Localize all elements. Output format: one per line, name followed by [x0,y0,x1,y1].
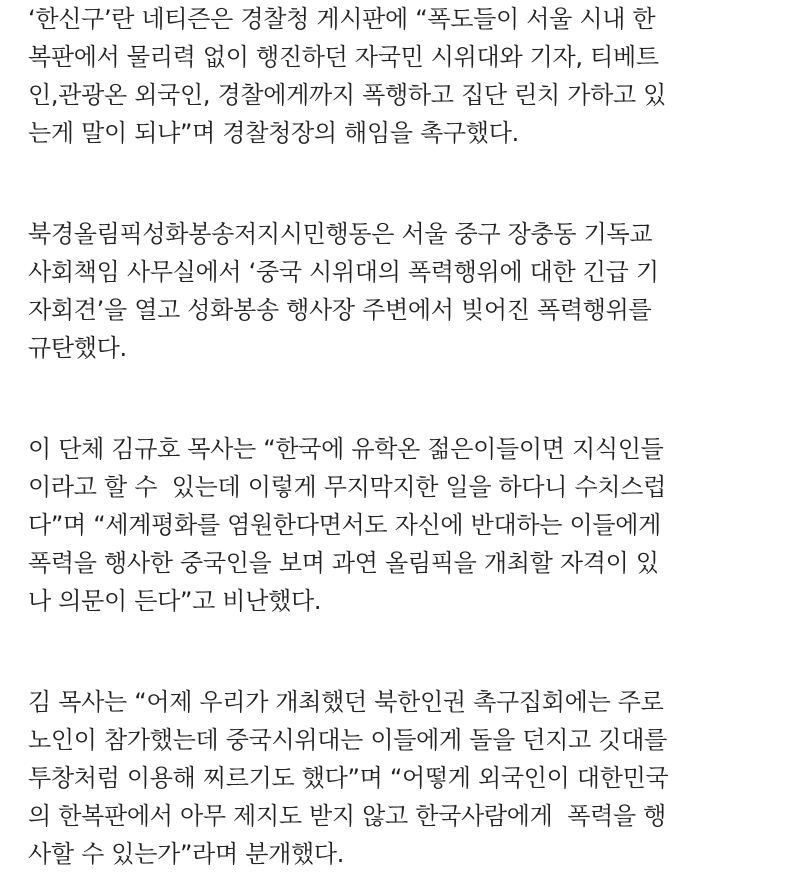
paragraph-2 [28,215,798,367]
text-line: 노인이 참가했는데 중국시위대는 이들에게 돌을 던지고 깃대를 [28,726,667,754]
paragraph-spacer [28,367,798,430]
text-line: 투창처럼 이용해 찌르기도 했다”며 “어떻게 외국인이 대한민국 [28,764,669,792]
text-line: 규탄했다. [28,334,127,362]
text-line: 이라고 할 수 있는데 이렇게 무지막지한 일을 하다니 수치스럽 [28,473,667,501]
paragraph-spacer [28,620,798,683]
text-line: 김 목사는 “어제 우리가 개최했던 북한인권 촉구집회에는 주로 [28,688,664,716]
text-line: 자회견’을 열고 성화봉송 행사장 주변에서 빚어진 폭력행위를 [28,296,652,324]
paragraph-3 [28,430,798,620]
paragraph-1 [28,0,798,152]
text-line: 인,관광온 외국인, 경찰에게까지 폭행하고 집단 린치 가하고 있 [28,81,667,109]
text-line: 다”며 “세계평화를 염원한다면서도 자신에 반대하는 이들에게 [28,511,662,539]
text-line: 의 한복판에서 아무 제지도 받지 않고 한국사람에게 폭력을 행 [28,802,667,830]
paragraph-4 [28,683,798,873]
text-line: 는게 말이 되냐”며 경찰청장의 해임을 촉구했다. [28,119,519,147]
text-line: 나 의문이 든다”고 비난했다. [28,587,322,615]
text-line: 복판에서 물리력 없이 행진하던 자국민 시위대와 기자, 티베트 [28,43,659,71]
text-line: 사할 수 있는가”라며 분개했다. [28,840,345,868]
text-line: 사회책임 사무실에서 ‘중국 시위대의 폭력행위에 대한 긴급 기 [28,258,659,286]
text-line: 이 단체 김규호 목사는 “한국에 유학온 젊은이들이면 지식인들 [28,435,664,463]
text-line: 폭력을 행사한 중국인을 보며 과연 올림픽을 개최할 자격이 있 [28,549,659,577]
text-line: ‘한신구’란 네티즌은 경찰청 게시판에 “폭도들이 서울 시내 한 [28,5,656,33]
text-line: 북경올림픽성화봉송저지시민행동은 서울 중구 장충동 기독교 [28,220,653,248]
paragraph-spacer [28,152,798,215]
article-body [28,0,798,873]
